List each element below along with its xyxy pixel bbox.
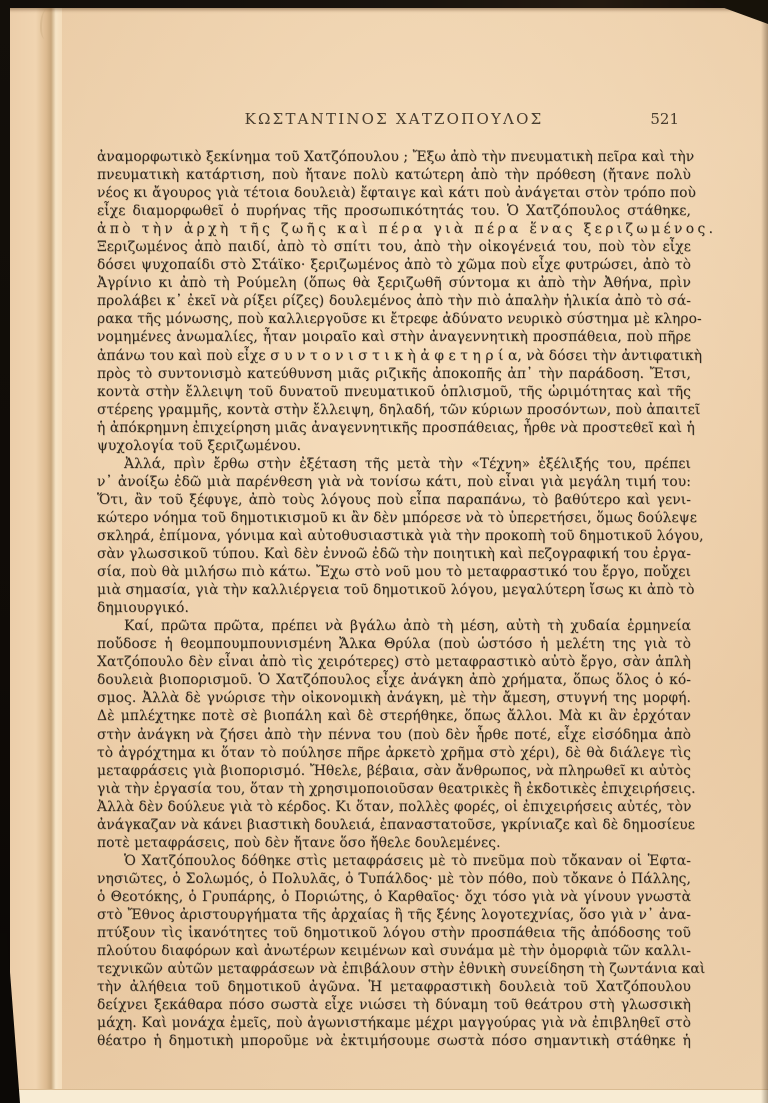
paragraph — [97, 617, 696, 852]
text-line: κοντὰ στὴν ἔλλειψη τοῦ δυνατοῦ πνευματικοῦ ὁπλισμοῦ, τῆς ὡριμότητας καὶ τῆς — [97, 383, 691, 400]
text-line: Δὲ μπλέχτηκε ποτὲ σὲ βιοπάλη καὶ δὲ στερήθηκε, ὅπως ἄλλοι. Μὰ κι ἂν ἐρχόταν — [97, 708, 691, 725]
text-line: πνευματικὴ κατάρτιση, ποὺ ἤτανε πολὺ κατώτερη ἀπὸ τὴν πρόθεση (ἤτανε πολὺ — [97, 167, 691, 184]
text-line: Ἀλλὰ δὲν δούλευε γιὰ τὸ κέρδος. Κι ὅταν, πολλὲς φορές, οἱ ἐπιχειρήσεις αὐτές, τὸν — [97, 798, 692, 815]
text-line: ἡ ἀπόκρημνη ἐπιχείρηση μιᾶς ἀναγεννητικῆς προσπάθειας, ἦρθε νὰ προστεθεῖ καὶ ἡ — [97, 419, 695, 436]
text-line: ρακα τῆς μόνωσης, ποὺ καλλιεργοῦσε κι ἔτρεφε ἀδύνατο νευρικὸ σύστημα μὲ κληρο- — [97, 311, 702, 328]
text-line: γιὰ τὴν ἐργασία του, ὅταν τὴ χρησιμοποιοῦσαν θεατρικὲς ἢ ἐκδοτικὲς ἐπιχειρήσεις. — [97, 780, 696, 797]
text-line: δημιουργικό. — [97, 600, 189, 617]
text-line: ν᾽ ἀνοίξω ἐδῶ μιὰ παρένθεση γιὰ νὰ τονίσω κάτι, ποὺ εἶναι γιὰ μεγάλη τιμή του: — [97, 473, 691, 490]
text-line: σὰν γλωσσικοῦ τύπου. Καὶ δὲν ἐννοῶ ἐδῶ τὴν ποιητικὴ καὶ πεζογραφική του ἐργα- — [97, 546, 691, 563]
text-line: μάχη. Καὶ μονάχα ἐμεῖς, ποὺ ἀγωνιστήκαμε μέχρι μαγγούρας γιὰ νὰ ἐπιβληθεῖ στὸ — [97, 1015, 691, 1032]
text-line: Ἀγρίνιο κι ἀπὸ τὴ Ρούμελη (ὅπως θὰ ξεριζωθῆ σύντομα κι ἀπὸ τὴν Ἀθήνα, πρὶν — [97, 275, 691, 292]
page-header — [97, 110, 691, 132]
paragraph — [97, 148, 717, 455]
text-line: ὁ Θεοτόκης, ὁ Γρυπάρης, ὁ Ποριώτης, ὁ Καρθαῖος· ὄχι τόσο γιὰ νὰ γίνουν γνωστὰ — [97, 888, 691, 905]
text-line: πλούτου διαφόρων καὶ ἀνωτέρων κειμένων καὶ συνάμα μὲ τὴν ὀμορφιὰ τῶν καλλι- — [97, 943, 691, 960]
text-line: νέος κι ἄγουρος γιὰ τέτοια δουλειὰ) ἔφταιγε καὶ κάτι ποὺ ἀνάγεται στὸν τρόπο ποὺ — [97, 185, 697, 202]
text-line: σία, ποὺ θὰ μιλήσω πιὸ κάτω. Ἔχω στὸ νοῦ μου τὸ μεταφραστικό του ἔργο, ποὔχει — [97, 564, 691, 581]
text-line: θέατρο ἡ δημοτικὴ μποροῦμε νὰ ἐκτιμήσουμε σωστὰ πόσο σημαντικὴ στάθηκε ἡ — [97, 1033, 691, 1050]
text-line: πρὸς τὸ συντονισμὸ κατεύθυνση μιᾶς ριζικῆς ἀποκοπῆς ἀπ᾽ τὴν παράδοση. Ἔτσι, — [97, 365, 691, 382]
text-line: στὸ Ἔθνος ἀριστουργήματα τῆς ἀρχαίας ἢ τῆς ξένης λογοτεχνίας, ὅσο γιὰ ν᾽ ἀνα- — [97, 906, 691, 923]
running-title: ΚΩΣΤΑΝΤΙΝΟΣ ΧΑΤΖΟΠΟΥΛΟΣ — [244, 110, 544, 128]
text-line: Ξεριζωμένος ἀπὸ παιδί, ἀπὸ τὸ σπίτι του, ἀπὸ τὴν οἰκογένειά του, ποὺ τὸν εἶχε — [97, 239, 691, 256]
text-line: μιὰ σημασία, γιὰ τὴν καλλιέργεια τοῦ δημοτικοῦ λόγου, μεγαλύτερη ἴσως κι ἀπὸ τὸ — [97, 582, 695, 599]
text-line: πτύξουν τὶς ἱκανότητες τοῦ δημοτικοῦ λόγου στὴν προσπάθεια τῆς ἀπόδοσης τοῦ — [97, 925, 691, 942]
text-line: ἀπάνω του καὶ ποὺ εἶχε σ υ ν τ ο ν ι σ τ ι κ ὴ ἀ φ ε τ η ρ ί α, νὰ δόσει τὴν ἀντιφατικὴ — [97, 347, 703, 364]
text-line: τὸ ἀγρόχτημα κι ὅταν τὸ πούλησε πῆρε ἀρκετὸ χρῆμα στὸ χέρι), δὲ θὰ διάλεγε τὶς — [97, 744, 691, 761]
scan-border-right — [761, 0, 768, 1103]
text-line: στὴν ἀνάγκη νὰ ζήσει ἀπὸ τὴν πέννα του (ποὺ δὲν ἦρθε ποτέ, εἶχε εἰσόδημα ἀπὸ — [97, 726, 691, 743]
page-text — [97, 148, 717, 1050]
text-line: δουλειὰ βιοπορισμοῦ. Ὁ Χατζόπουλος εἶχε ἀνάγκη ἀπὸ χρήματα, ὅπως ὅλος ὁ κό- — [97, 672, 691, 689]
text-line: στέρεης γραμμῆς, κοντὰ στὴν ἔλλειψη, δηλαδή, τῶν κύριων προσόντων, ποὺ ἀπαιτεῖ — [97, 401, 701, 418]
text-line: κώτερο νόημα τοῦ δημοτικισμοῦ κι ἂν δὲν μπόρεσε νὰ τὸ ὑπερετήσει, ὅμως δούλεψε — [97, 509, 697, 526]
page-number: 521 — [650, 110, 679, 128]
text-line: ποὔδοσε ἡ θεομπουμπουνισμένη Ἄλκα Θρύλα (ποὺ ὡστόσο ἡ μελέτη της γιὰ τὸ — [97, 636, 691, 653]
text-line: ἀναμορφωτικὸ ξεκίνημα τοῦ Χατζόπουλου ; Ἔξω ἀπὸ τὴν πνευματικὴ πεῖρα καὶ τὴν — [97, 149, 695, 165]
page-fore-edge — [10, 0, 62, 1103]
paragraph — [97, 852, 706, 1051]
text-line: ἀπὸ τὴν ἀρχὴ τῆς ζωῆς καὶ πέρα γιὰ πέρα ἕνας ξεριζωμένος. — [97, 221, 717, 238]
text-line: τὴν ἀλήθεια τοῦ δημοτικοῦ ἀγῶνα. Ἡ μεταφραστικὴ δουλειὰ τοῦ Χατζόπουλου — [97, 979, 691, 996]
text-line: δείχνει ξεκάθαρα πόσο σωστὰ εἶχε νιώσει τὴ δύναμη τοῦ θεάτρου στὴ γλωσσικὴ — [97, 997, 691, 1014]
text-line: νομημένες ἀνωμαλίες, ἦταν μοιραῖο καὶ στὴν ἀναγεννητικὴ προσπάθεια, ποὺ πῆρε — [97, 329, 691, 346]
text-line: ἀνάγκαζαν νὰ κάνει βιαστικὴ δουλειά, ἐπαναστατοῦσε, γκρίνιαζε καὶ δὲ δημοσίευε — [97, 816, 695, 833]
text-line: μεταφράσεις γιὰ βιοπορισμό. Ἤθελε, βέβαια, σὰν ἄνθρωπος, νὰ πληρωθεῖ κι αὐτὸς — [97, 762, 691, 779]
text-line: σκληρά, ἐπίμονα, γόνιμα καὶ αὐτοθυσιαστικὰ γιὰ τὴν προκοπὴ τοῦ δημοτικοῦ λόγου, — [97, 527, 704, 544]
text-line: δόσει ψυχοπαίδι στὸ Στάϊκο· ξεριζωμένος ἀπὸ τὸ χῶμα ποὺ εἶχε φυτρώσει, ἀπὸ τὸ — [97, 257, 691, 274]
text-line: Ὁ Χατζόπουλος δόθηκε στὶς μεταφράσεις μὲ τὸ πνεῦμα ποὺ τὄκαναν οἱ Ἑφτα- — [124, 852, 691, 869]
text-line: σμος. Ἀλλὰ δὲ γνώρισε τὴν οἰκονομικὴ ἀνάγκη, μὲ τὴν ἄμεση, στυγνή της μορφή. — [97, 690, 691, 707]
text-line: Ὅτι, ἂν τοῦ ξέφυγε, ἀπὸ τοὺς λόγους ποὺ εἶπα παραπάνω, τὸ βαθύτερο καὶ γενι- — [97, 491, 691, 508]
text-line: ψυχολογία τοῦ ξεριζωμένου. — [97, 437, 302, 454]
scan-border-top — [0, 0, 768, 8]
text-line: Καί, πρῶτα πρῶτα, πρέπει νὰ βγάλω ἀπὸ τὴ μέση, αὐτὴ τὴ χυδαία ἑρμηνεία — [124, 618, 691, 635]
text-line: Χατζόπουλο δὲν εἶναι ἀπὸ τὶς χειρότερες) στὸ μεταφραστικὸ αὐτὸ ἔργο, σὰν ἁπλὴ — [97, 654, 691, 671]
paragraph — [97, 455, 704, 617]
text-line: ποτὲ μεταφράσεις, ποὺ δὲν ἤτανε ὅσο ἤθελε δουλεμένες. — [97, 834, 501, 851]
text-line: Ἀλλά, πρὶν ἔρθω στὴν ἐξέταση τῆς μετὰ τὴν «Τέχνη» ἐξέλιξής του, πρέπει — [124, 455, 691, 472]
text-line: τεχνικῶν αὐτῶν μεταφράσεων νὰ ἐπιβάλουν στὴν ἐθνικὴ συνείδηση τὴ ζωντάνια καὶ — [97, 961, 706, 978]
text-line: εἶχε διαμορφωθεῖ ὁ πυρήνας τῆς προσωπικότητάς του. Ὁ Χατζόπουλος στάθηκε, — [97, 203, 691, 220]
underlying-page-edge — [10, 1089, 768, 1103]
text-line: νησιῶτες, ὁ Σολωμός, ὁ Πολυλᾶς, ὁ Τυπάλδος· μὲ τὸν πόθο, ποὺ τὄκανε ὁ Πάλλης, — [97, 870, 691, 887]
text-line: προλάβει κ᾽ ἐκεῖ νὰ ρίξει ρίζες) δουλεμένος ἀπὸ τὴν πιὸ ἁπαλὴν ἡλικία ἀπὸ τὸ σά- — [97, 293, 691, 310]
paper-fiber — [40, 9, 52, 39]
